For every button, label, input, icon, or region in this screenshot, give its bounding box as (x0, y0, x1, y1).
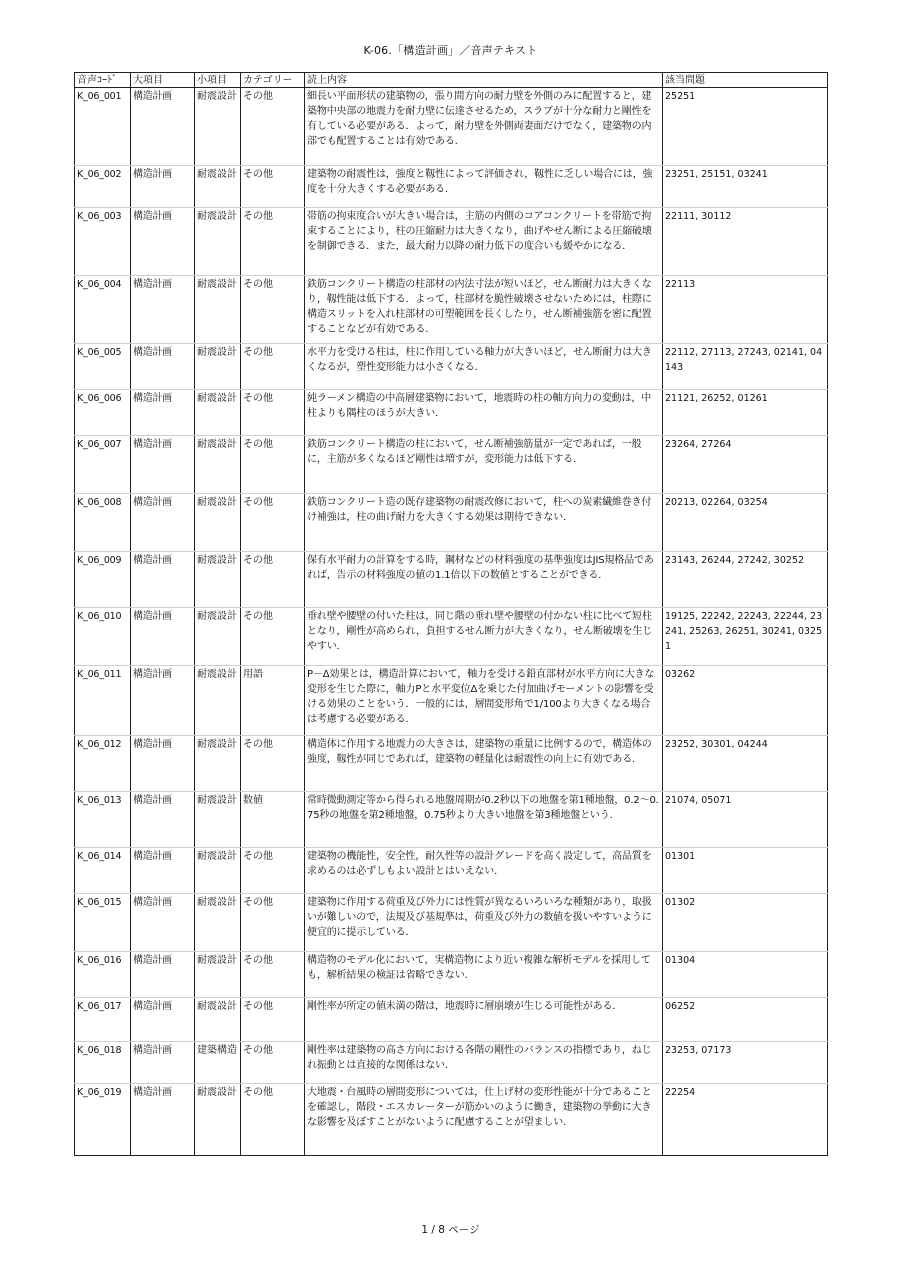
minor-item-cell: 耐震設計 (195, 436, 241, 494)
table-row (75, 608, 828, 666)
reading-text-cell: 鉄筋コンクリート構造の柱において，せん断補強筋量が一定であれば，一般に，主筋が多くなるほど剛性は増すが，変形能力は低下する． (305, 436, 663, 494)
table-row (75, 792, 828, 848)
related-questions-cell: 23252, 30301, 04244 (663, 736, 828, 792)
table-row (75, 166, 828, 208)
code-cell: K_06_007 (75, 436, 131, 494)
related-questions-cell: 25251 (663, 88, 828, 166)
category-cell: その他 (241, 952, 305, 998)
major-item-cell: 構造計画 (131, 894, 195, 952)
related-questions-cell: 22254 (663, 1084, 828, 1156)
related-questions-cell: 22113 (663, 276, 828, 344)
minor-item-cell: 耐震設計 (195, 208, 241, 276)
table-row (75, 552, 828, 608)
table-row (75, 1084, 828, 1156)
header-major-item: 大項目 (131, 73, 195, 88)
major-item-cell: 構造計画 (131, 608, 195, 666)
minor-item-cell: 建築構造 (195, 1042, 241, 1084)
related-questions-cell: 19125, 22242, 22243, 22244, 23241, 25263, 26251, 30241, 03251 (663, 608, 828, 666)
reading-text-cell: 細長い平面形状の建築物の，張り間方向の耐力壁を外側のみに配置すると，建築物中央部の地震力を耐力壁に伝達させるため，スラブが十分な耐力と剛性を有している必要がある．よって，耐力壁を外側両妻面だけでなく，建築物の内部でも配置することは有効である． (305, 88, 663, 166)
table-row (75, 666, 828, 736)
header-reading: 読上内容 (305, 73, 663, 88)
related-questions-cell: 06252 (663, 998, 828, 1042)
header-minor-item: 小項目 (195, 73, 241, 88)
reading-text-cell: 剛性率が所定の値未満の階は，地震時に層崩壊が生じる可能性がある． (305, 998, 663, 1042)
related-questions-cell: 21074, 05071 (663, 792, 828, 848)
major-item-cell: 構造計画 (131, 276, 195, 344)
related-questions-cell: 01301 (663, 848, 828, 894)
reading-text-cell: 建築物の機能性，安全性，耐久性等の設計グレードを高く設定して，高品質を求めるのは必ずしもよい設計とはいえない． (305, 848, 663, 894)
document-title: K-06.「構造計画」／音声テキスト (363, 44, 538, 57)
related-questions-cell: 23253, 07173 (663, 1042, 828, 1084)
related-questions-cell: 03262 (663, 666, 828, 736)
reading-text-cell: 保有水平耐力の計算をする時，鋼材などの材料強度の基準強度はJIS規格品であれば，告示の材料強度の値の1.1倍以下の数値とすることができる． (305, 552, 663, 608)
minor-item-cell: 耐震設計 (195, 848, 241, 894)
code-cell: K_06_006 (75, 390, 131, 436)
category-cell: その他 (241, 390, 305, 436)
minor-item-cell: 耐震設計 (195, 792, 241, 848)
category-cell: その他 (241, 608, 305, 666)
code-cell: K_06_018 (75, 1042, 131, 1084)
table-row (75, 494, 828, 552)
category-cell: その他 (241, 894, 305, 952)
reading-text-cell: 垂れ壁や腰壁の付いた柱は，同じ階の垂れ壁や腰壁の付かない柱に比べて短柱となり，剛性が高められ，負担するせん断力が大きくなり，せん断破壊を生じやすい． (305, 608, 663, 666)
header-code: 音声ｺｰﾄﾞ (75, 73, 131, 88)
minor-item-cell: 耐震設計 (195, 494, 241, 552)
table-header-row (75, 73, 828, 88)
category-cell: その他 (241, 344, 305, 390)
minor-item-cell: 耐震設計 (195, 998, 241, 1042)
related-questions-cell: 23143, 26244, 27242, 30252 (663, 552, 828, 608)
code-cell: K_06_011 (75, 666, 131, 736)
code-cell: K_06_017 (75, 998, 131, 1042)
code-cell: K_06_001 (75, 88, 131, 166)
code-cell: K_06_010 (75, 608, 131, 666)
table-row (75, 998, 828, 1042)
code-cell: K_06_008 (75, 494, 131, 552)
table-row (75, 736, 828, 792)
minor-item-cell: 耐震設計 (195, 736, 241, 792)
major-item-cell: 構造計画 (131, 736, 195, 792)
minor-item-cell: 耐震設計 (195, 1084, 241, 1156)
code-cell: K_06_019 (75, 1084, 131, 1156)
related-questions-cell: 22111, 30112 (663, 208, 828, 276)
category-cell: その他 (241, 276, 305, 344)
major-item-cell: 構造計画 (131, 792, 195, 848)
reading-text-cell: 常時微動測定等から得られる地盤周期が0.2秒以下の地盤を第1種地盤，0.2～0.75秒の地盤を第2種地盤，0.75秒より大きい地盤を第3種地盤という． (305, 792, 663, 848)
category-cell: 数値 (241, 792, 305, 848)
category-cell: その他 (241, 208, 305, 276)
major-item-cell: 構造計画 (131, 494, 195, 552)
category-cell: その他 (241, 88, 305, 166)
category-cell: その他 (241, 436, 305, 494)
code-cell: K_06_012 (75, 736, 131, 792)
table-row (75, 1042, 828, 1084)
major-item-cell: 構造計画 (131, 1042, 195, 1084)
reading-text-cell: 剛性率は建築物の高さ方向における各階の剛性のバランスの指標であり，ねじれ振動とは直接的な関係はない． (305, 1042, 663, 1084)
major-item-cell: 構造計画 (131, 344, 195, 390)
minor-item-cell: 耐震設計 (195, 552, 241, 608)
category-cell: その他 (241, 166, 305, 208)
major-item-cell: 構造計画 (131, 552, 195, 608)
code-cell: K_06_005 (75, 344, 131, 390)
minor-item-cell: 耐震設計 (195, 276, 241, 344)
code-cell: K_06_016 (75, 952, 131, 998)
reading-text-cell: 構造物のモデル化において，実構造物により近い複雑な解析モデルを採用しても，解析結果の検証は省略できない． (305, 952, 663, 998)
code-cell: K_06_009 (75, 552, 131, 608)
related-questions-cell: 22112, 27113, 27243, 02141, 04143 (663, 344, 828, 390)
table-row (75, 208, 828, 276)
related-questions-cell: 20213, 02264, 03254 (663, 494, 828, 552)
major-item-cell: 構造計画 (131, 666, 195, 736)
category-cell: その他 (241, 1084, 305, 1156)
minor-item-cell: 耐震設計 (195, 894, 241, 952)
major-item-cell: 構造計画 (131, 1084, 195, 1156)
major-item-cell: 構造計画 (131, 436, 195, 494)
reading-text-cell: 大地震・台風時の層間変形については，仕上げ材の変形性能が十分であることを確認し，階段・エスカレーターが筋かいのように働き，建築物の挙動に大きな影響を及ぼすことがないように配慮することが望ましい． (305, 1084, 663, 1156)
voice-text-table (74, 72, 828, 1156)
code-cell: K_06_015 (75, 894, 131, 952)
major-item-cell: 構造計画 (131, 952, 195, 998)
related-questions-cell: 21121, 26252, 01261 (663, 390, 828, 436)
minor-item-cell: 耐震設計 (195, 952, 241, 998)
major-item-cell: 構造計画 (131, 848, 195, 894)
category-cell: 用語 (241, 666, 305, 736)
reading-text-cell: 鉄筋コンクリート構造の柱部材の内法寸法が短いほど，せん断耐力は大きくなり，靱性能は低下する．よって，柱部材を脆性破壊させないためには，柱際に構造スリットを入れ柱部材の可塑範囲を長くしたり，せん断補強筋を密に配置することなどが有効である． (305, 276, 663, 344)
minor-item-cell: 耐震設計 (195, 88, 241, 166)
related-questions-cell: 23264, 27264 (663, 436, 828, 494)
category-cell: その他 (241, 1042, 305, 1084)
table-row (75, 894, 828, 952)
related-questions-cell: 01302 (663, 894, 828, 952)
minor-item-cell: 耐震設計 (195, 344, 241, 390)
major-item-cell: 構造計画 (131, 390, 195, 436)
table-body (75, 88, 828, 1156)
major-item-cell: 構造計画 (131, 166, 195, 208)
major-item-cell: 構造計画 (131, 88, 195, 166)
table-row (75, 390, 828, 436)
table-row (75, 436, 828, 494)
code-cell: K_06_003 (75, 208, 131, 276)
code-cell: K_06_004 (75, 276, 131, 344)
page-number: 1 / 8 ページ (421, 1224, 480, 1236)
header-category: カテゴリー (241, 73, 305, 88)
minor-item-cell: 耐震設計 (195, 608, 241, 666)
reading-text-cell: 帯筋の拘束度合いが大きい場合は，主筋の内側のコアコンクリートを帯筋で拘束することにより，柱の圧縮耐力は大きくなり，曲げやせん断による圧縮破壊を制御できる．また，最大耐力以降の耐力低下の度合いも緩やかになる． (305, 208, 663, 276)
reading-text-cell: 構造体に作用する地震力の大きさは，建築物の重量に比例するので，構造体の強度，靱性が同じであれば，建築物の軽量化は耐震性の向上に有効である． (305, 736, 663, 792)
category-cell: その他 (241, 494, 305, 552)
reading-text-cell: 建築物の耐震性は，強度と靱性によって評価され，靱性に乏しい場合には，強度を十分大きくする必要がある． (305, 166, 663, 208)
minor-item-cell: 耐震設計 (195, 166, 241, 208)
reading-text-cell: 鉄筋コンクリート造の既存建築物の耐震改修において，柱への炭素繊維巻き付け補強は，柱の曲げ耐力を大きくする効果は期待できない． (305, 494, 663, 552)
table-row (75, 848, 828, 894)
related-questions-cell: 01304 (663, 952, 828, 998)
major-item-cell: 構造計画 (131, 998, 195, 1042)
code-cell: K_06_014 (75, 848, 131, 894)
category-cell: その他 (241, 552, 305, 608)
code-cell: K_06_013 (75, 792, 131, 848)
major-item-cell: 構造計画 (131, 208, 195, 276)
minor-item-cell: 耐震設計 (195, 390, 241, 436)
reading-text-cell: 建築物に作用する荷重及び外力には性質が異なるいろいろな種類があり，取扱いが難しいので，法規及び基規準は，荷重及び外力の数値を扱いやすいように便宜的に提示している． (305, 894, 663, 952)
table-row (75, 952, 828, 998)
related-questions-cell: 23251, 25151, 03241 (663, 166, 828, 208)
table-row (75, 276, 828, 344)
reading-text-cell: 純ラーメン構造の中高層建築物において，地震時の柱の軸方向力の変動は，中柱よりも隅柱のほうが大きい． (305, 390, 663, 436)
category-cell: その他 (241, 998, 305, 1042)
minor-item-cell: 耐震設計 (195, 666, 241, 736)
category-cell: その他 (241, 848, 305, 894)
table-row (75, 88, 828, 166)
reading-text-cell: P－Δ効果とは，構造計算において，軸力を受ける鉛直部材が水平方向に大きな変形を生じた際に，軸力Pと水平変位Δを乗じた付加曲げモーメントの影響を受ける効果のことをいう．一般的には，層間変形角で1/100より大きくなる場合は考慮する必要がある． (305, 666, 663, 736)
category-cell: その他 (241, 736, 305, 792)
header-related-questions: 該当問題 (663, 73, 828, 88)
code-cell: K_06_002 (75, 166, 131, 208)
table-row (75, 344, 828, 390)
reading-text-cell: 水平力を受ける柱は，柱に作用している軸力が大きいほど，せん断耐力は大きくなるが，塑性変形能力は小さくなる． (305, 344, 663, 390)
